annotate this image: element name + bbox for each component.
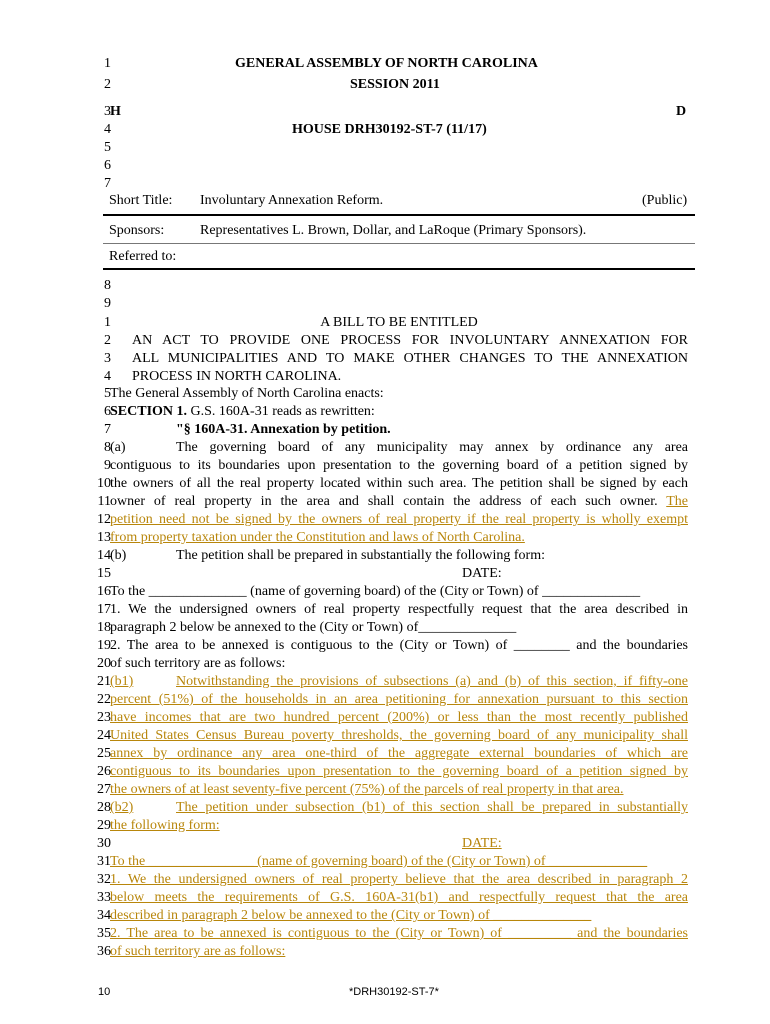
body-line: To the ______________ (name of governing board) of the (City or Town) of ______________ [110, 584, 641, 599]
inserted-text: The [666, 494, 688, 509]
body-line: of such territory are as follows: [110, 656, 286, 671]
body-line: The petition shall be prepared in substantially the following form: [176, 548, 545, 563]
line-number: 6 [104, 158, 111, 173]
line-number: 16 [97, 584, 111, 599]
line-number: 9 [104, 458, 111, 473]
inserted-line: annex by ordinance any area one-third of the aggregate external boundaries of which are [110, 746, 688, 761]
line-number: 9 [104, 296, 111, 311]
session-title: SESSION 2011 [350, 77, 440, 92]
line-number: 34 [97, 908, 111, 923]
act-title-line: AN ACT TO PROVIDE ONE PROCESS FOR INVOLUNTARY ANNEXATION FOR [132, 333, 688, 348]
line-number: 21 [97, 674, 111, 689]
line-number: 28 [97, 800, 111, 815]
line-number: 5 [104, 386, 111, 401]
short-title-type: (Public) [642, 193, 688, 208]
line-number: 29 [97, 818, 111, 833]
line-number: 36 [97, 944, 111, 959]
body-line [110, 493, 688, 511]
body-text: owner of real property in the area and shall contain the address of each such owner. [110, 494, 667, 509]
body-line: 1. We the undersigned owners of real property respectfully request that the area described in [110, 602, 688, 617]
inserted-line: have incomes that are two hundred percent (200%) or less than the most recently published [110, 710, 688, 725]
bill-heading: A BILL TO BE ENTITLED [320, 315, 478, 330]
inserted-line: from property taxation under the Constitution and laws of North Carolina. [110, 530, 525, 545]
section-1-text: G.S. 160A-31 reads as rewritten: [187, 404, 375, 419]
act-title-line: PROCESS IN NORTH CAROLINA. [132, 369, 342, 384]
line-number: 1 [104, 315, 111, 330]
line-number: 3 [104, 104, 111, 119]
inserted-line: the following form: [110, 818, 220, 833]
body-line: 2. The area to be annexed is contiguous to the (City or Town) of ________ and the boundaries [110, 638, 688, 653]
line-number: 11 [97, 494, 111, 509]
divider [103, 243, 695, 244]
line-number: 24 [97, 728, 111, 743]
line-number: 2 [104, 333, 111, 348]
bill-id: HOUSE DRH30192-ST-7 (11/17) [292, 122, 487, 137]
inserted-line: United States Census Bureau poverty thresholds, the governing board of any municipality shall [110, 728, 688, 743]
inserted-line: petition need not be signed by the owners of real property if the real property is wholly exempt [110, 512, 688, 527]
chamber-h: H [110, 104, 121, 119]
line-number: 12 [97, 512, 111, 527]
document-id: *DRH30192-ST-7* [349, 986, 439, 998]
inserted-line: described in paragraph 2 below be annexed to the (City or Town) of ______________ [110, 908, 592, 923]
short-title-label: Short Title: [109, 193, 173, 208]
subsection-label: (a) [110, 440, 126, 455]
sponsors-value: Representatives L. Brown, Dollar, and LaRoque (Primary Sponsors). [200, 223, 587, 238]
line-number: 30 [97, 836, 111, 851]
subsection-label: (b) [110, 548, 127, 563]
inserted-line: percent (51%) of the households in an area petitioning for annexation pursuant to this section [110, 692, 688, 707]
line-number: 2 [104, 77, 111, 92]
line-number: 25 [97, 746, 111, 761]
line-number: 6 [104, 404, 111, 419]
line-number: 8 [104, 440, 111, 455]
enacting-clause: The General Assembly of North Carolina enacts: [110, 386, 384, 401]
section-1 [110, 403, 375, 421]
inserted-line: below meets the requirements of G.S. 160A-31(b1) and respectfully request that the area [110, 890, 688, 905]
line-number: 32 [97, 872, 111, 887]
short-title-value: Involuntary Annexation Reform. [200, 193, 384, 208]
line-number: 23 [97, 710, 111, 725]
line-number: 4 [104, 369, 111, 384]
inserted-line: The petition under subsection (b1) of this section shall be prepared in substantially [176, 800, 688, 815]
line-number: 7 [104, 176, 111, 191]
date-label: DATE: [462, 836, 502, 851]
line-number: 7 [104, 422, 111, 437]
divider [103, 268, 695, 270]
inserted-line: the owners of at least seventy-five percent (75%) of the parcels of real property in that area. [110, 782, 624, 797]
divider [103, 214, 695, 216]
inserted-line: To the _______________ (name of governing board) of the (City or Town) of ______________ [110, 854, 648, 869]
inserted-line: Notwithstanding the provisions of subsections (a) and (b) of this section, if fifty-one [176, 674, 688, 689]
line-number: 26 [97, 764, 111, 779]
chamber-d: D [676, 104, 687, 119]
body-line: paragraph 2 below be annexed to the (City or Town) of______________ [110, 620, 517, 635]
body-line: contiguous to its boundaries upon presentation to the governing board of a petition signed by [110, 458, 688, 473]
inserted-line: 1. We the undersigned owners of real property believe that the area described in paragraph 2 [110, 872, 688, 887]
line-number: 13 [97, 530, 111, 545]
sponsors-label: Sponsors: [109, 223, 165, 238]
line-number: 4 [104, 122, 111, 137]
date-label: DATE: [462, 566, 502, 581]
line-number: 27 [97, 782, 111, 797]
body-line: the owners of all the real property located within such area. The petition shall be signed by each [110, 476, 688, 491]
body-line: The governing board of any municipality may annex by ordinance any area [176, 440, 688, 455]
inserted-line: 2. The area to be annexed is contiguous to the (City or Town) of _________ and the boundaries [110, 926, 688, 941]
line-number: 1 [104, 56, 111, 71]
line-number: 19 [97, 638, 111, 653]
line-number: 31 [97, 854, 111, 869]
line-number: 20 [97, 656, 111, 671]
line-number: 17 [97, 602, 111, 617]
line-number: 22 [97, 692, 111, 707]
line-number: 10 [97, 476, 111, 491]
line-number: 18 [97, 620, 111, 635]
act-title-line: ALL MUNICIPALITIES AND TO MAKE OTHER CHANGES TO THE ANNEXATION [132, 351, 688, 366]
section-heading: "§ 160A-31. Annexation by petition. [176, 422, 391, 437]
inserted-line: contiguous to its boundaries upon presentation to the governing board of a petition signed by [110, 764, 688, 779]
line-number: 8 [104, 278, 111, 293]
line-number: 33 [97, 890, 111, 905]
page-number: 10 [98, 986, 111, 998]
assembly-title: GENERAL ASSEMBLY OF NORTH CAROLINA [235, 56, 538, 71]
section-1-label: SECTION 1. [110, 404, 188, 419]
line-number: 3 [104, 351, 111, 366]
line-number: 5 [104, 140, 111, 155]
line-number: 35 [97, 926, 111, 941]
subsection-label: (b1) [110, 674, 134, 689]
referred-label: Referred to: [109, 249, 177, 264]
line-number: 14 [97, 548, 111, 563]
line-number: 15 [97, 566, 111, 581]
subsection-label: (b2) [110, 800, 134, 815]
inserted-line: of such territory are as follows: [110, 944, 286, 959]
